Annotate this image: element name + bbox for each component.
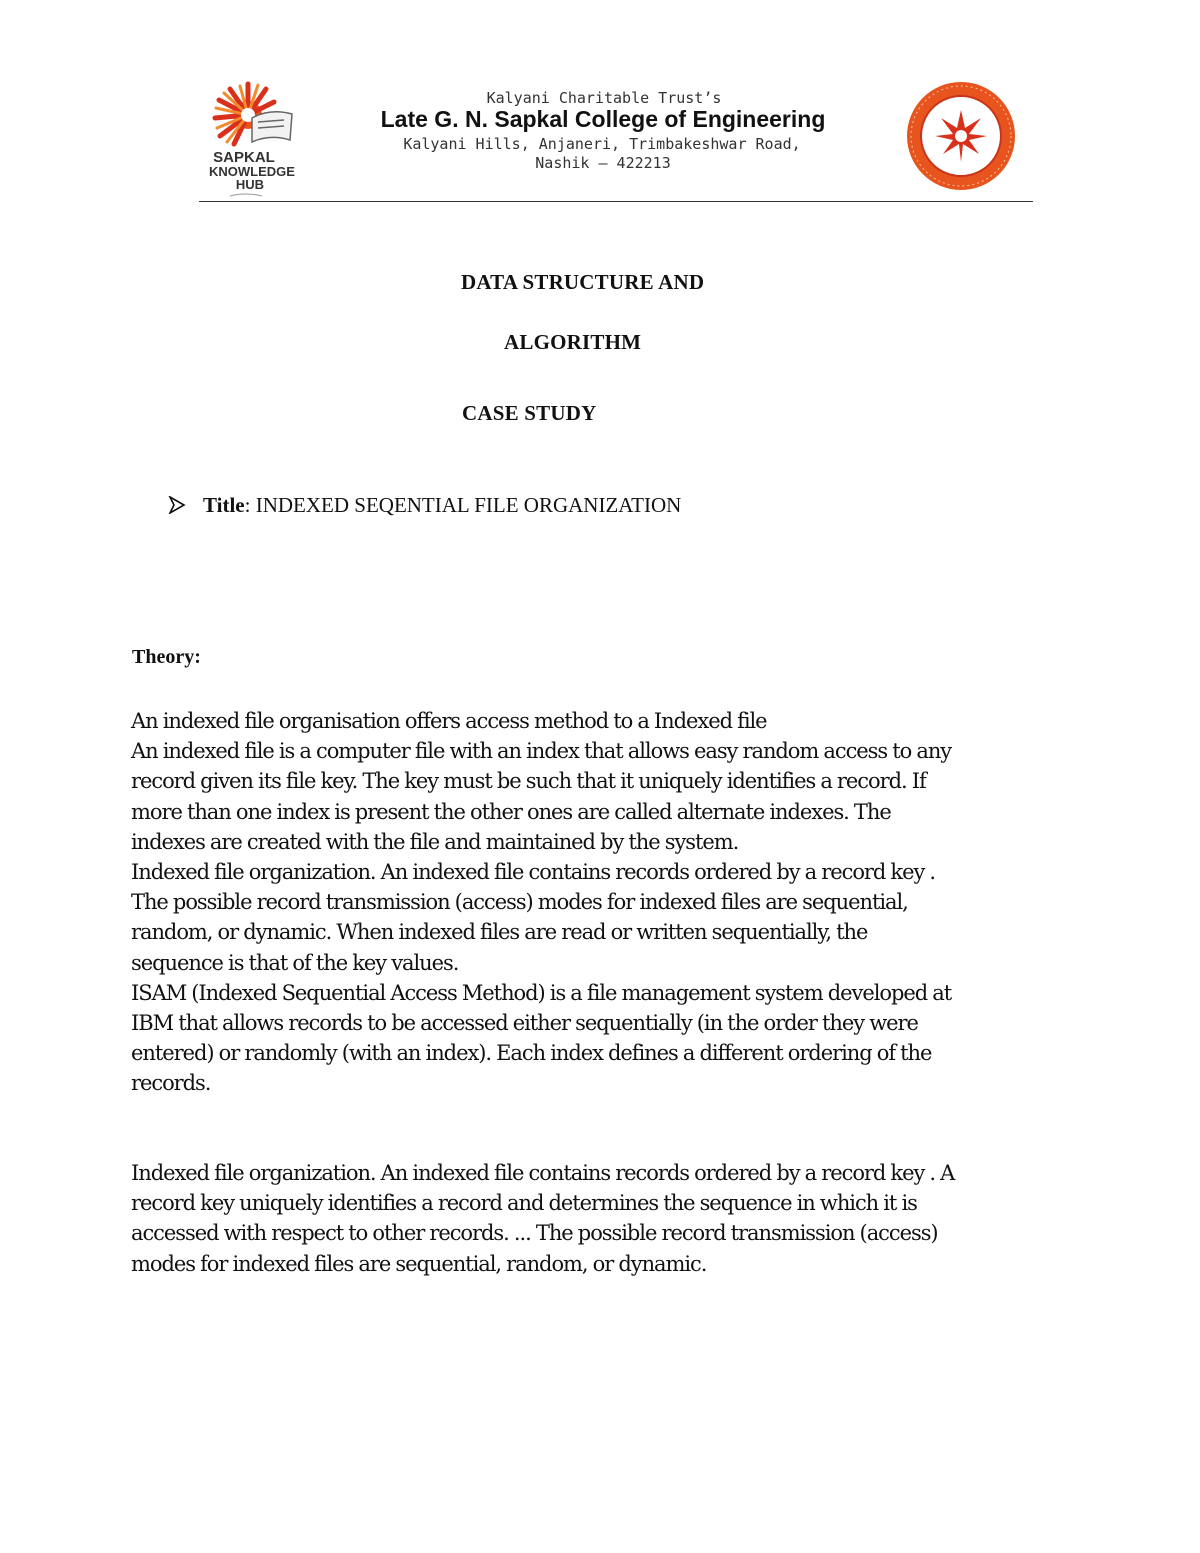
text-line: An indexed file organisation offers access method to a Indexed file bbox=[131, 709, 767, 733]
text-line: more than one index is present the other ones are called alternate indexes. The bbox=[131, 799, 891, 824]
document-type: CASE STUDY bbox=[462, 401, 597, 425]
course-title-line-2: ALGORITHM bbox=[504, 330, 642, 354]
text-line: The possible record transmission (access) modes for indexed files are sequential, bbox=[131, 890, 908, 915]
college-seal-logo bbox=[905, 80, 1017, 192]
text-line: random, or dynamic. When indexed files are read or written sequentially, the bbox=[131, 920, 868, 945]
logo-text-hub: HUB bbox=[235, 177, 265, 192]
text-line: entered) or randomly (with an index). Each index defines a different ordering of the bbox=[131, 1041, 932, 1066]
text-line: indexes are created with the file and maintained by the system. bbox=[131, 829, 739, 854]
text-line: sequence is that of the key values. bbox=[131, 950, 459, 975]
case-study-title bbox=[168, 493, 681, 518]
text-line: Indexed file organization. An indexed file contains records ordered by a record key . A bbox=[131, 1161, 955, 1185]
arrow-bullet-icon bbox=[168, 493, 203, 518]
text-line: records. bbox=[131, 1071, 211, 1096]
logo-signature-mark bbox=[230, 194, 262, 196]
address-line-1: Kalyani Hills, Anjaneri, Trimbakeshwar Road, bbox=[403, 135, 801, 153]
logo-text-sapkal: SAPKAL bbox=[213, 149, 275, 166]
text-line: accessed with respect to other records. ... The possible record transmission (access) bbox=[131, 1221, 938, 1246]
logo-text-knowledge: KNOWLEDGE bbox=[209, 164, 295, 179]
text-line: record key uniquely identifies a record and determines the sequence in which it is bbox=[131, 1191, 917, 1216]
text-line: Indexed file organization. An indexed file contains records ordered by a record key . bbox=[131, 860, 936, 885]
theory-paragraph bbox=[131, 706, 1076, 1099]
course-title-line-1: DATA STRUCTURE AND bbox=[461, 270, 705, 294]
text-line: An indexed file is a computer file with an index that allows easy random access to any bbox=[131, 739, 952, 764]
summary-paragraph bbox=[131, 1158, 1076, 1279]
address-line-2: Nashik – 422213 bbox=[535, 154, 671, 172]
college-name: Late G. N. Sapkal College of Engineering bbox=[380, 106, 826, 132]
text-line: modes for indexed files are sequential, random, or dynamic. bbox=[131, 1251, 707, 1276]
text-line: ISAM (Indexed Sequential Access Method) is a file management system developed at bbox=[131, 980, 952, 1005]
title-value: : INDEXED SEQENTIAL FILE ORGANIZATION bbox=[244, 493, 682, 517]
header-divider bbox=[199, 201, 1033, 202]
text-line: record given its file key. The key must be such that it uniquely identifies a record. If bbox=[131, 769, 926, 794]
trust-name: Kalyani Charitable Trust’s bbox=[486, 89, 722, 107]
title-label: Title bbox=[203, 493, 245, 517]
text-line: IBM that allows records to be accessed either sequentially (in the order they were bbox=[131, 1011, 918, 1036]
theory-heading: Theory: bbox=[132, 646, 201, 668]
